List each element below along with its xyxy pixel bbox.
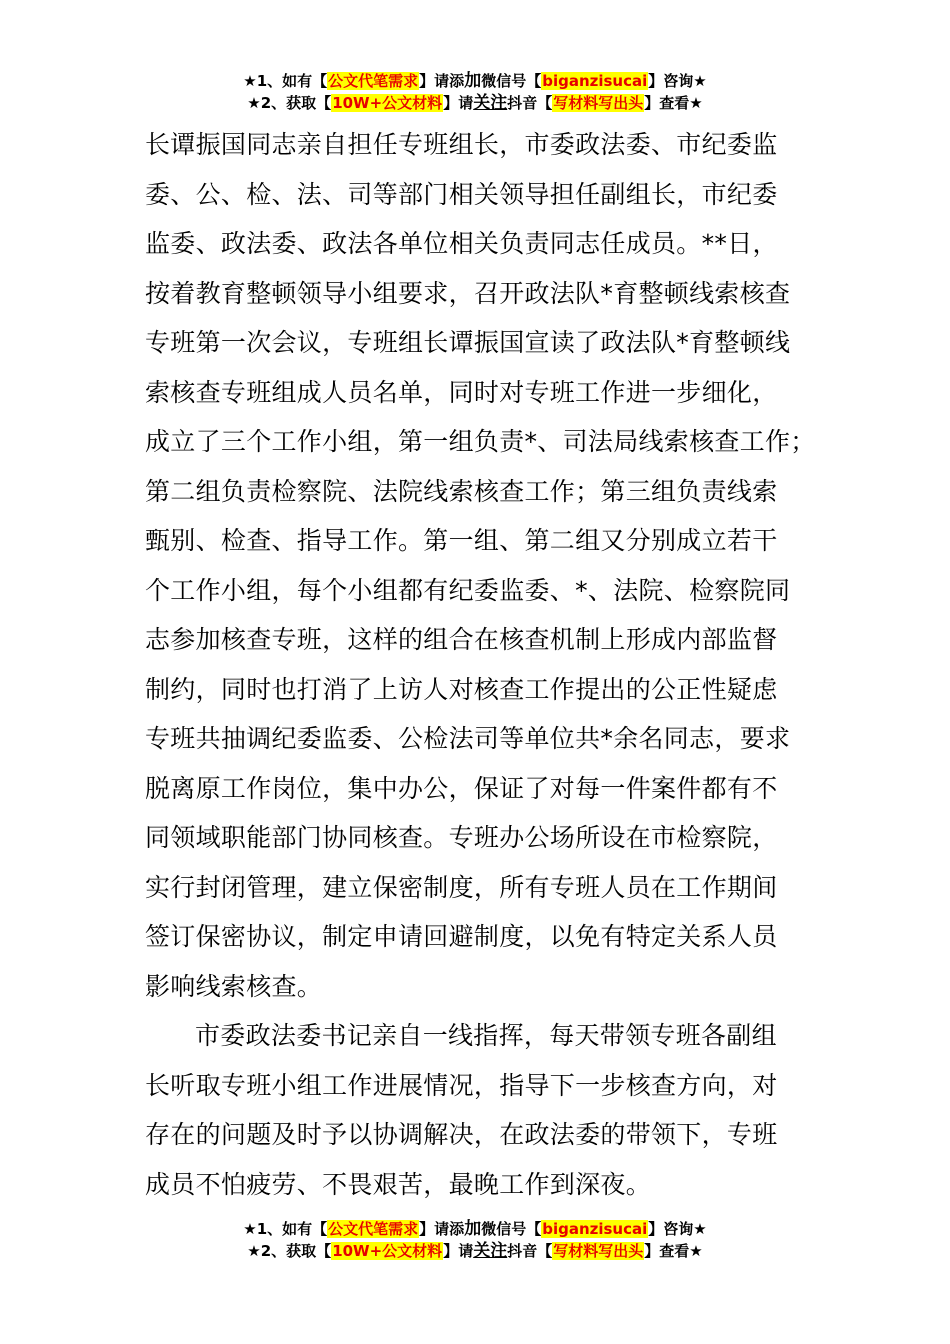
text-line: 按着教育整顿领导小组要求，召开政法队*育整顿线索核查 <box>145 278 791 308</box>
banner-line-2 <box>0 92 950 114</box>
text-line: 长谭振国同志亲自担任专班组长，市委政法委、市纪委监 <box>145 130 778 159</box>
highlight-wechat-id: biganzisucai <box>542 1220 648 1238</box>
document-body <box>145 120 845 1209</box>
banner-text: 关注 <box>473 1241 508 1261</box>
banner-text: 】查看★ <box>644 1242 703 1260</box>
footer-banner <box>0 1218 950 1262</box>
text-line: 脱离原工作岗位，集中办公，保证了对每一件案件都有不 <box>145 773 778 803</box>
text-line: 成立了三个工作小组，第一组负责*、司法局线索核查工作； <box>145 427 816 456</box>
highlight-service: 公文代笔需求 <box>328 72 419 90</box>
banner-line-1 <box>0 1218 950 1240</box>
text-line: 影响线索核查。 <box>145 971 323 1001</box>
banner-text: 】咨询★ <box>648 1220 707 1238</box>
highlight-douyin-account: 写材料写出头 <box>553 94 644 112</box>
text-line: 存在的问题及时予以协调解决，在政法委的带领下，专班 <box>145 1120 778 1149</box>
highlight-materials: 10W+公文材料 <box>332 1242 443 1260</box>
banner-text: 】查看★ <box>644 94 703 112</box>
banner-text: 】请添 <box>419 1220 465 1238</box>
banner-text: 加 <box>464 71 482 91</box>
banner-text: ★1、如有【 <box>243 72 328 90</box>
text-line: 实行封闭管理，建立保密制度，所有专班人员在工作期间 <box>145 872 778 902</box>
banner-text: 抖音【 <box>507 94 553 112</box>
banner-text: ★2、获取【 <box>247 94 332 112</box>
text-line: 个工作小组，每个小组都有纪委监委、*、法院、检察院同 <box>145 575 791 605</box>
text-line: 甄别、检查、指导工作。第一组、第二组又分别成立若干 <box>145 526 778 555</box>
highlight-douyin-account: 写材料写出头 <box>553 1242 644 1260</box>
banner-text: 加 <box>464 1219 482 1239</box>
text-line: 委、公、检、法、司等部门相关领导担任副组长，市纪委 <box>145 179 778 209</box>
banner-text: 抖音【 <box>507 1242 553 1260</box>
text-line: 监委、政法委、政法各单位相关负责同志任成员。**日， <box>145 229 778 258</box>
banner-line-2 <box>0 1240 950 1262</box>
banner-text: 微信号【 <box>481 72 542 90</box>
text-line: 同领域职能部门协同核查。专班办公场所设在市检察院， <box>145 823 778 852</box>
banner-line-1 <box>0 70 950 92</box>
banner-text: 】咨询★ <box>648 72 707 90</box>
text-line: 市委政法委书记亲自一线指挥，每天带领专班各副组 <box>195 1021 777 1050</box>
banner-text: ★2、获取【 <box>247 1242 332 1260</box>
banner-text: 微信号【 <box>481 1220 542 1238</box>
banner-text: ★1、如有【 <box>243 1220 328 1238</box>
banner-text: 】请 <box>443 94 474 112</box>
text-line: 成员不怕疲劳、不畏艰苦，最晚工作到深夜。 <box>145 1169 652 1199</box>
text-line: 签订保密协议，制定申请回避制度，以免有特定关系人员 <box>145 922 778 951</box>
highlight-service: 公文代笔需求 <box>328 1220 419 1238</box>
paragraph-1 <box>145 120 845 1011</box>
banner-text: 】请添 <box>419 72 465 90</box>
text-line: 专班第一次会议，专班组长谭振国宣读了政法队*育整顿线 <box>145 328 791 357</box>
text-line: 专班共抽调纪委监委、公检法司等单位共*余名同志，要求 <box>145 724 791 753</box>
highlight-wechat-id: biganzisucai <box>542 72 648 90</box>
banner-text: 关注 <box>473 93 508 113</box>
text-line: 第二组负责检察院、法院线索核查工作；第三组负责线索 <box>145 476 778 506</box>
paragraph-2 <box>145 1011 845 1209</box>
header-banner <box>0 70 950 114</box>
text-line: 制约，同时也打消了上访人对核查工作提出的公正性疑虑 <box>145 674 778 704</box>
text-line: 索核查专班组成人员名单，同时对专班工作进一步细化， <box>145 377 778 407</box>
highlight-materials: 10W+公文材料 <box>332 94 443 112</box>
banner-text: 】请 <box>443 1242 474 1260</box>
text-line: 志参加核查专班，这样的组合在核查机制上形成内部监督 <box>145 625 778 654</box>
text-line: 长听取专班小组工作进展情况，指导下一步核查方向，对 <box>145 1070 778 1100</box>
